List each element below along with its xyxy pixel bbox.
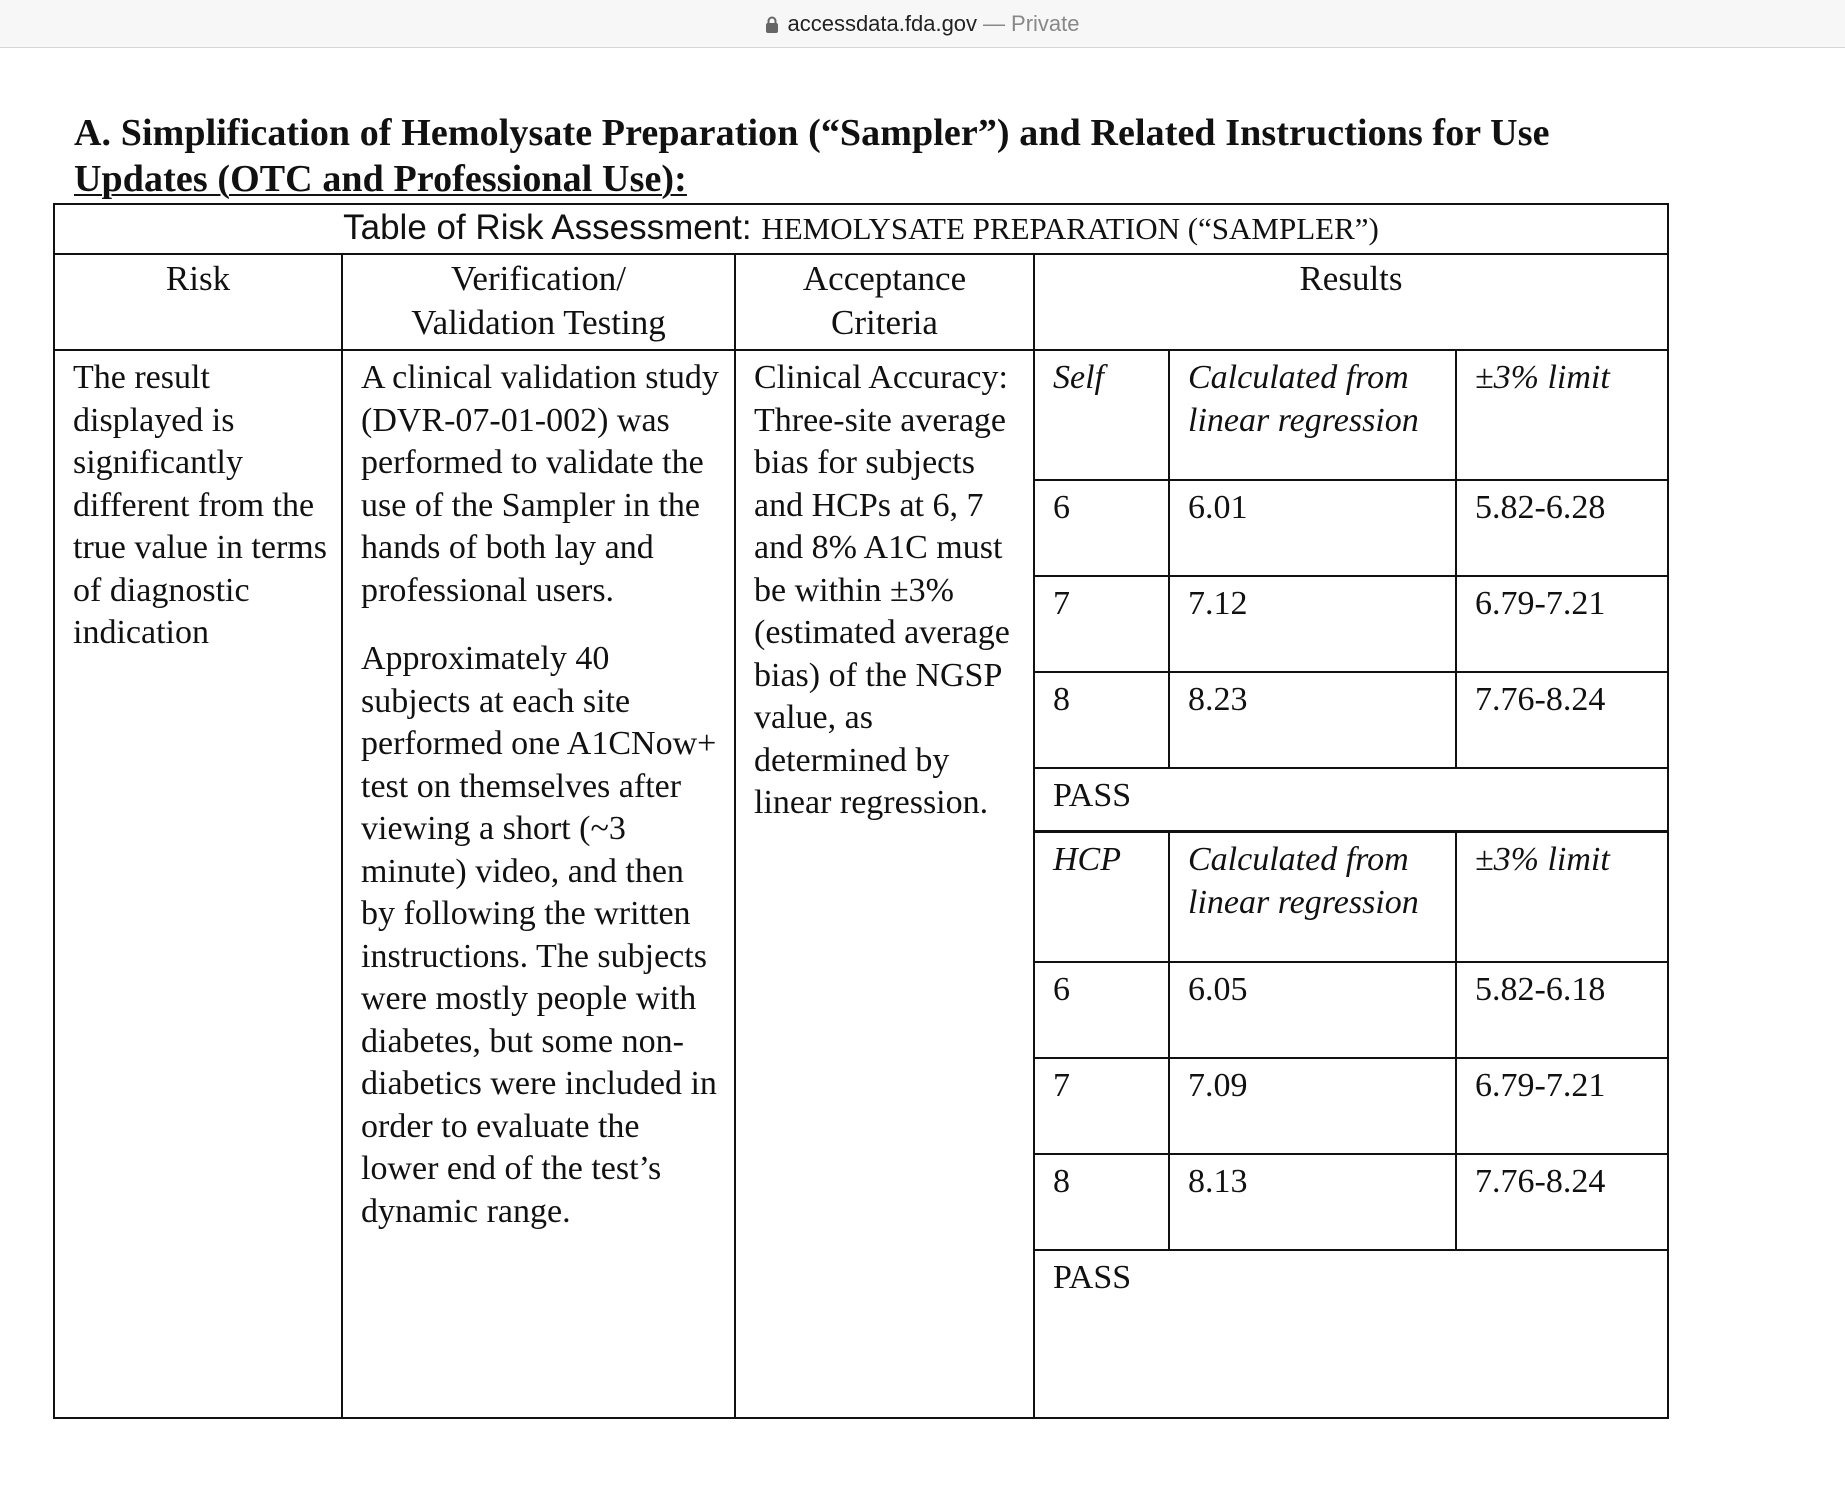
- self-calc-header: Calculated from linear regression: [1169, 351, 1456, 480]
- header-risk: [54, 254, 342, 350]
- table-title-caps: HEMOLYSATE PREPARATION (“SAMPLER”): [761, 211, 1379, 246]
- table-row: [1035, 1058, 1669, 1154]
- self-calc-value: 6.01: [1169, 480, 1456, 576]
- self-level: 7: [1035, 576, 1169, 672]
- table-row: [1035, 962, 1669, 1058]
- table-row: [1035, 672, 1669, 768]
- self-outcome: PASS: [1035, 768, 1669, 832]
- table-row: [1035, 576, 1669, 672]
- hcp-limit-value: 7.76-8.24: [1456, 1154, 1669, 1250]
- private-mode-label: Private: [1011, 10, 1080, 36]
- self-calc-value: 7.12: [1169, 576, 1456, 672]
- hcp-level: 8: [1035, 1154, 1169, 1250]
- self-label: Self: [1035, 351, 1169, 480]
- header-acceptance: [735, 254, 1034, 350]
- results-self-header-row: [1035, 351, 1669, 480]
- header-results: [1034, 254, 1668, 350]
- header-verification-line1: Verification/: [451, 259, 626, 298]
- verification-cell: [342, 350, 735, 1418]
- header-verification: [342, 254, 735, 350]
- results-table: [1035, 351, 1669, 1417]
- self-limit-value: 6.79-7.21: [1456, 576, 1669, 672]
- hcp-calc-value: 8.13: [1169, 1154, 1456, 1250]
- risk-assessment-table: [53, 203, 1669, 1419]
- results-cell: [1034, 350, 1668, 1418]
- address-bar[interactable]: [0, 0, 1845, 48]
- url-separator: —: [983, 10, 1006, 36]
- hcp-limit-value: 5.82-6.18: [1456, 962, 1669, 1058]
- hcp-limit-header: ±3% limit: [1456, 832, 1669, 963]
- header-acceptance-line1: Acceptance: [802, 259, 967, 298]
- results-hcp-outcome-row: [1035, 1250, 1669, 1417]
- self-calc-value: 8.23: [1169, 672, 1456, 768]
- self-limit-header: ±3% limit: [1456, 351, 1669, 480]
- risk-cell: [54, 350, 342, 1418]
- self-limit-value: 7.76-8.24: [1456, 672, 1669, 768]
- header-acceptance-line2: Criteria: [831, 303, 938, 342]
- heading-line-2: Updates (OTC and Professional Use):: [74, 158, 687, 200]
- header-results-label: Results: [1299, 259, 1403, 298]
- self-level: 6: [1035, 480, 1169, 576]
- self-level: 8: [1035, 672, 1169, 768]
- hcp-calc-header: Calculated from linear regression: [1169, 832, 1456, 963]
- hcp-outcome: PASS: [1053, 1259, 1132, 1296]
- hcp-label: HCP: [1035, 832, 1169, 963]
- heading-line-1: A. Simplification of Hemolysate Preparation (“Sampler”) and Related Instructions for Use: [74, 112, 1550, 154]
- header-risk-label: Risk: [165, 259, 231, 298]
- risk-text: The result displayed is significantly different from the true value in terms of diagnostic indication: [73, 359, 327, 651]
- table-row: [1035, 480, 1669, 576]
- hcp-calc-value: 7.09: [1169, 1058, 1456, 1154]
- acceptance-text: Clinical Accuracy: Three-site average bias for subjects and HCPs at 6, 7 and 8% A1C must be within ±3% (estimated average bias) of the NGSP value, as determined by linear regression.: [754, 359, 1010, 821]
- table-title-prefix: Table of Risk Assessment:: [343, 208, 762, 247]
- hcp-calc-value: 6.05: [1169, 962, 1456, 1058]
- results-hcp-header-row: [1035, 832, 1669, 963]
- hcp-limit-value: 6.79-7.21: [1456, 1058, 1669, 1154]
- table-title: [54, 204, 1668, 254]
- lock-icon: [765, 16, 779, 33]
- section-heading: [74, 110, 1674, 202]
- verification-paragraph-1: A clinical validation study (DVR-07-01-002) was performed to validate the use of the Sampler in the hands of both lay and professional users.: [361, 359, 719, 609]
- hcp-level: 6: [1035, 962, 1169, 1058]
- acceptance-cell: [735, 350, 1034, 1418]
- self-limit-value: 5.82-6.28: [1456, 480, 1669, 576]
- table-row: [1035, 1154, 1669, 1250]
- hcp-level: 7: [1035, 1058, 1169, 1154]
- header-verification-line2: Validation Testing: [411, 303, 666, 342]
- verification-paragraph-2: Approximately 40 subjects at each site performed one A1CNow+ test on themselves after viewing a short (~3 minute) video, and then by following the written instructions. The subjects were mostly people with diabetes, but some non-diabetics were included in order to evaluate the lower end of the test’s dynamic range.: [361, 640, 717, 1230]
- url-domain: accessdata.fda.gov: [787, 10, 978, 36]
- results-self-outcome-row: [1035, 768, 1669, 832]
